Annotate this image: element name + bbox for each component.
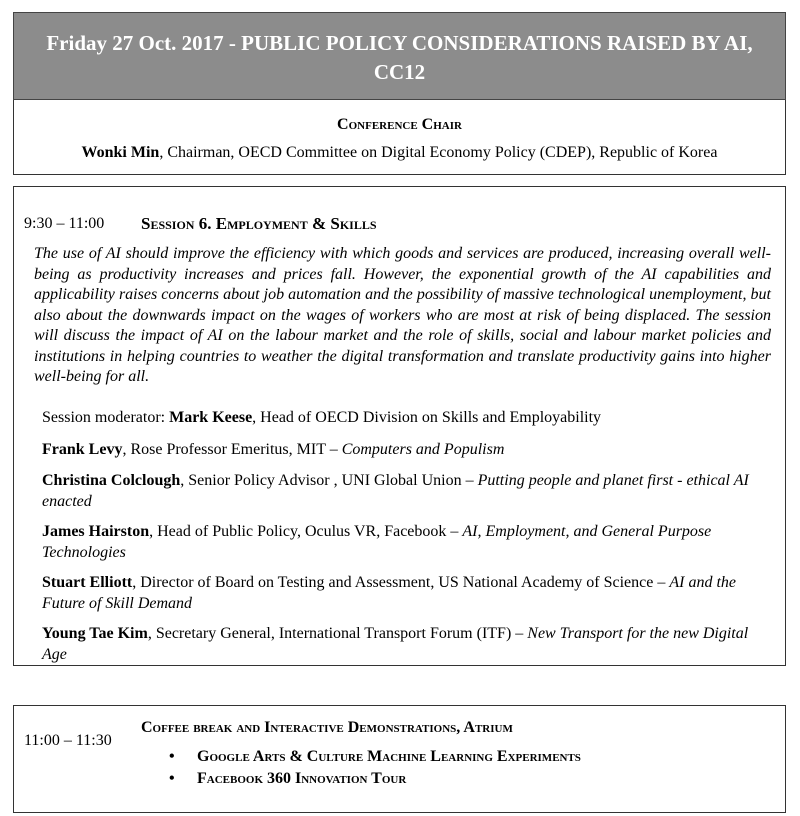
speaker-item	[42, 522, 755, 563]
page-title: Friday 27 Oct. 2017 - PUBLIC POLICY CONSIDERATIONS RAISED BY AI, CC12	[46, 31, 753, 84]
speaker-role: , Head of Public Policy, Oculus VR, Facebook –	[149, 523, 463, 540]
chair-role: , Chairman, OECD Committee on Digital Economy Policy (CDEP), Republic of Korea	[159, 144, 718, 161]
speaker-name: James Hairston	[42, 523, 150, 540]
chair-heading: Conference Chair	[337, 116, 462, 133]
header-bar	[13, 12, 786, 100]
speaker-name: Young Tae Kim	[42, 625, 148, 642]
talk-title: New Transport for the new Digital Age	[42, 625, 749, 663]
speaker-name: Christina Colclough	[42, 472, 181, 489]
moderator-name: Mark Keese	[169, 409, 253, 426]
chair-name: Wonki Min	[81, 144, 160, 161]
speaker-item	[42, 573, 755, 614]
coffee-break-section	[13, 705, 786, 813]
talk-title: Computers and Populism	[341, 441, 505, 458]
conference-chair-section	[13, 100, 786, 175]
list-item	[169, 768, 581, 790]
session-description: The use of AI should improve the efficiency with which goods and services are produced, increasing overall well-being as productivity increases and prices fall. However, the exponential growth of the AI capabilities and applicability raises concerns about job automation and the possibility of massive technological unemployment, but also about the downwards impact on the wages of workers who are most at risk of being displaced. The session will discuss the impact of AI on the labour market and the role of skills, social and labour market policies and institutions in helping countries to weather the digital transformation and translate productivity gains into higher well-being for all.	[34, 245, 771, 385]
chair-line	[14, 144, 785, 162]
talk-title: AI, Employment, and General Purpose Technologies	[42, 523, 712, 561]
speaker-item	[42, 471, 755, 512]
speaker-role: , Director of Board on Testing and Assessment, US National Academy of Science –	[132, 574, 670, 591]
session-section	[13, 186, 786, 666]
break-time: 11:00 – 11:30	[24, 732, 112, 749]
speaker-name: Frank Levy	[42, 441, 123, 458]
speaker-role: , Secretary General, International Transport Forum (ITF) –	[147, 625, 528, 642]
moderator-line	[42, 408, 755, 429]
session-title: Session 6. Employment & Skills	[141, 214, 377, 233]
speaker-item	[42, 624, 755, 665]
speaker-role: , Rose Professor Emeritus, MIT –	[122, 441, 342, 458]
demo-item-label: Google Arts & Culture Machine Learning Experiments	[197, 748, 581, 765]
bullet-icon: •	[169, 770, 175, 787]
talk-title: AI and the Future of Skill Demand	[42, 574, 737, 612]
session-time: 9:30 – 11:00	[24, 215, 105, 232]
moderator-prefix: Session moderator:	[42, 409, 170, 426]
demo-list	[169, 746, 581, 790]
speaker-role: , Senior Policy Advisor , UNI Global Union –	[180, 472, 478, 489]
demo-item-label: Facebook 360 Innovation Tour	[197, 770, 407, 787]
speaker-name: Stuart Elliott	[42, 574, 133, 591]
break-title: Coffee break and Interactive Demonstrations, Atrium	[141, 719, 513, 736]
moderator-role: , Head of OECD Division on Skills and Employability	[252, 409, 602, 426]
bullet-icon: •	[169, 748, 175, 765]
talk-title: Putting people and planet first - ethical AI enacted	[42, 472, 749, 510]
speaker-item	[42, 440, 755, 461]
list-item	[169, 746, 581, 768]
